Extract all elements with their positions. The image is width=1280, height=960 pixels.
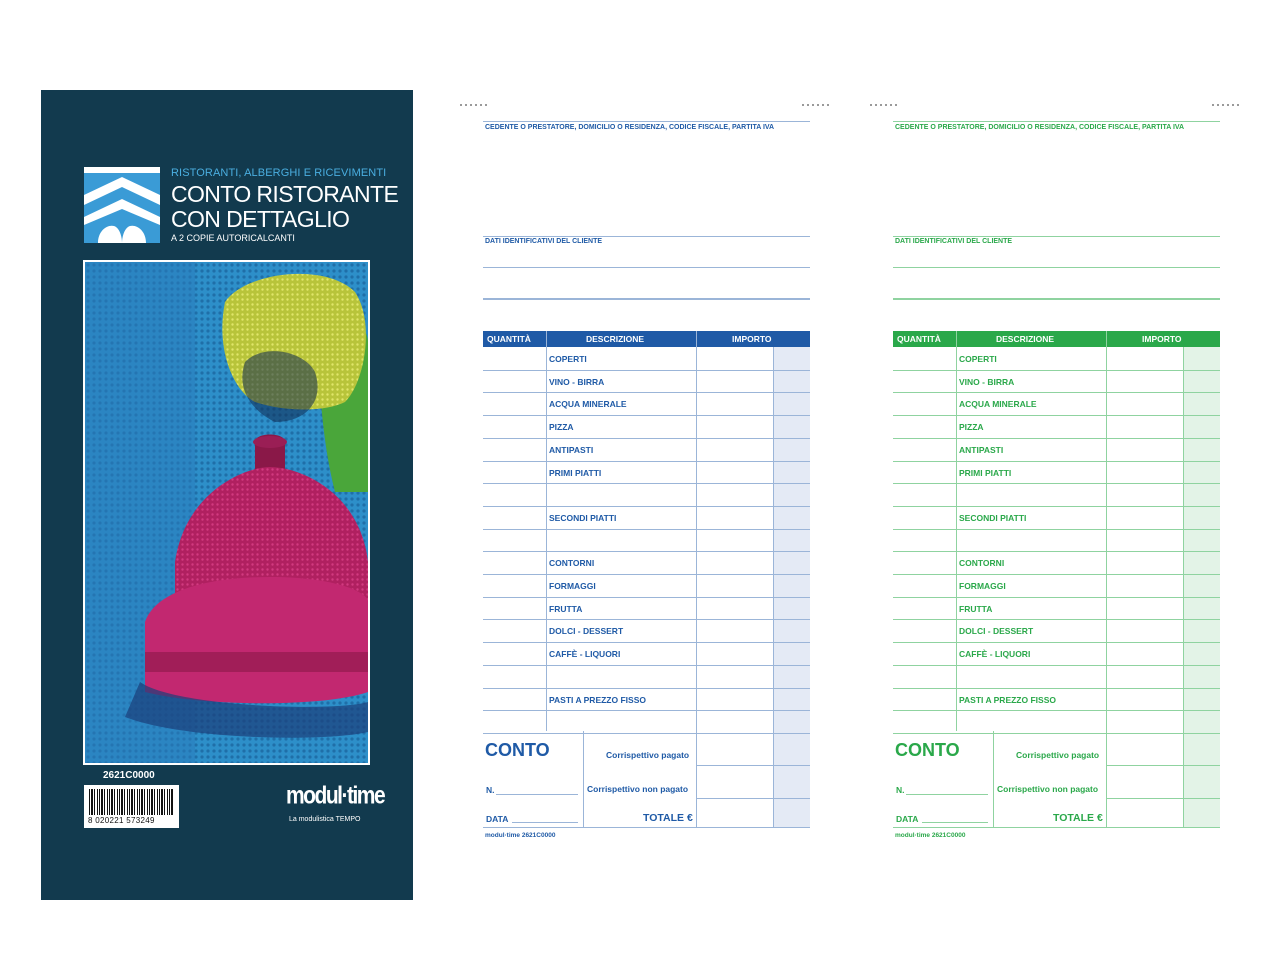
unpaid-line[interactable] bbox=[696, 798, 810, 799]
paid-label: Corrispettivo pagato bbox=[1016, 750, 1100, 760]
barcode-bars bbox=[89, 789, 174, 815]
cover-brand: modul·time bbox=[286, 782, 385, 810]
row-label: ANTIPASTI bbox=[959, 445, 1004, 455]
row-label: FRUTTA bbox=[959, 604, 993, 614]
form-footer: modul·time 2621C0000 bbox=[485, 832, 556, 839]
number-line[interactable] bbox=[906, 794, 988, 795]
client-line[interactable] bbox=[893, 298, 1220, 300]
row-label: CAFFÈ - LIQUORI bbox=[959, 649, 1031, 659]
form-footer: modul·time 2621C0000 bbox=[895, 832, 966, 839]
unpaid-line[interactable] bbox=[1106, 798, 1220, 799]
col-amount: IMPORTO bbox=[1142, 334, 1182, 344]
paid-line[interactable] bbox=[1106, 765, 1220, 766]
table-row-line bbox=[483, 415, 810, 416]
col-divider bbox=[1106, 331, 1107, 827]
table-bottom bbox=[483, 827, 810, 828]
barcode-number: 8 020221 573249 bbox=[88, 816, 155, 825]
table-row-line bbox=[483, 733, 810, 734]
table-row-line bbox=[893, 370, 1220, 371]
receipt-form-original bbox=[460, 100, 810, 850]
perforation-mark bbox=[802, 104, 832, 106]
row-label: FORMAGGI bbox=[549, 581, 596, 591]
unpaid-label: Corrispettivo non pagato bbox=[997, 784, 1099, 794]
amount-column-shade bbox=[1183, 347, 1220, 827]
date-line[interactable] bbox=[922, 822, 988, 823]
row-label: PRIMI PIATTI bbox=[959, 468, 1012, 478]
table-row-line bbox=[893, 461, 1220, 462]
seller-label: CEDENTE O PRESTATORE, DOMICILIO O RESIDENZA, CODICE FISCALE, PARTITA IVA bbox=[485, 124, 775, 131]
row-label: PASTI A PREZZO FISSO bbox=[959, 695, 1056, 705]
row-label: DOLCI - DESSERT bbox=[959, 626, 1034, 636]
col-quantity: QUANTITÀ bbox=[487, 334, 531, 344]
row-label: CONTORNI bbox=[549, 558, 595, 568]
col-divider bbox=[696, 331, 697, 827]
table-row-line bbox=[893, 597, 1220, 598]
row-label: CAFFÈ - LIQUORI bbox=[549, 649, 621, 659]
date-label: DATA bbox=[486, 814, 509, 824]
table-row-line bbox=[893, 506, 1220, 507]
table-row-line bbox=[483, 665, 810, 666]
table-row-line bbox=[483, 688, 810, 689]
table-row-line bbox=[893, 438, 1220, 439]
table-row-line bbox=[483, 529, 810, 530]
client-line[interactable] bbox=[483, 298, 810, 300]
table-row-line bbox=[483, 506, 810, 507]
total-label: TOTALE € bbox=[1053, 812, 1103, 824]
barcode bbox=[84, 785, 179, 828]
row-label: VINO - BIRRA bbox=[549, 377, 605, 387]
row-label: ANTIPASTI bbox=[549, 445, 594, 455]
row-label: PIZZA bbox=[959, 422, 984, 432]
cover-subtitle: A 2 COPIE AUTORICALCANTI bbox=[171, 233, 295, 243]
number-line[interactable] bbox=[496, 794, 578, 795]
row-label: ACQUA MINERALE bbox=[549, 399, 627, 409]
seller-label: CEDENTE O PRESTATORE, DOMICILIO O RESIDENZA, CODICE FISCALE, PARTITA IVA bbox=[895, 124, 1185, 131]
conto-title: CONTO bbox=[485, 740, 550, 760]
table-row-line bbox=[893, 574, 1220, 575]
total-label: TOTALE € bbox=[643, 812, 693, 824]
divider bbox=[893, 236, 1220, 237]
table-row-line bbox=[893, 733, 1220, 734]
table-bottom bbox=[893, 827, 1220, 828]
table-row-line bbox=[483, 710, 810, 711]
table-row-line bbox=[893, 619, 1220, 620]
row-label: CONTORNI bbox=[959, 558, 1005, 568]
table-header bbox=[893, 331, 1220, 347]
row-label: FRUTTA bbox=[549, 604, 583, 614]
table-row-line bbox=[483, 597, 810, 598]
col-divider bbox=[583, 731, 584, 827]
amount-column-shade bbox=[773, 347, 810, 827]
table-row-line bbox=[483, 619, 810, 620]
row-label: PASTI A PREZZO FISSO bbox=[549, 695, 646, 705]
table-row-line bbox=[893, 483, 1220, 484]
date-line[interactable] bbox=[512, 822, 578, 823]
table-header bbox=[483, 331, 810, 347]
table-row-line bbox=[893, 415, 1220, 416]
cover-product-code: 2621C0000 bbox=[103, 770, 155, 781]
table-row-line bbox=[483, 642, 810, 643]
row-label: COPERTI bbox=[959, 354, 997, 364]
col-amount: IMPORTO bbox=[732, 334, 772, 344]
table-row-line bbox=[893, 688, 1220, 689]
col-divider bbox=[956, 331, 957, 731]
row-label: DOLCI - DESSERT bbox=[549, 626, 624, 636]
row-label: SECONDI PIATTI bbox=[549, 513, 617, 523]
client-line[interactable] bbox=[483, 267, 810, 268]
client-label: DATI IDENTIFICATIVI DEL CLIENTE bbox=[485, 238, 603, 245]
unpaid-label: Corrispettivo non pagato bbox=[587, 784, 689, 794]
row-label: VINO - BIRRA bbox=[959, 377, 1015, 387]
product-cover bbox=[41, 90, 413, 900]
table-row-line bbox=[483, 483, 810, 484]
table-row-line bbox=[893, 551, 1220, 552]
col-divider bbox=[773, 347, 774, 827]
paid-label: Corrispettivo pagato bbox=[606, 750, 690, 760]
client-line[interactable] bbox=[893, 267, 1220, 268]
receipt-form-copy bbox=[870, 100, 1220, 850]
table-row-line bbox=[483, 392, 810, 393]
table-row-line bbox=[893, 665, 1220, 666]
table-row-line bbox=[483, 370, 810, 371]
divider bbox=[483, 236, 810, 237]
table-row-line bbox=[893, 642, 1220, 643]
paid-line[interactable] bbox=[696, 765, 810, 766]
number-label: N. bbox=[896, 785, 905, 795]
table-row-line bbox=[483, 551, 810, 552]
row-label: ACQUA MINERALE bbox=[959, 399, 1037, 409]
cover-category: RISTORANTI, ALBERGHI E RICEVIMENTI bbox=[171, 167, 387, 179]
date-label: DATA bbox=[896, 814, 919, 824]
table-row-line bbox=[893, 392, 1220, 393]
number-label: N. bbox=[486, 785, 495, 795]
row-label: SECONDI PIATTI bbox=[959, 513, 1027, 523]
cover-title-line1: CONTO RISTORANTE bbox=[171, 181, 399, 207]
client-label: DATI IDENTIFICATIVI DEL CLIENTE bbox=[895, 238, 1013, 245]
divider bbox=[483, 121, 810, 122]
cover-brand-sub: La modulistica TEMPO bbox=[289, 816, 361, 823]
table-row-line bbox=[483, 574, 810, 575]
cover-title-line2: CON DETTAGLIO bbox=[171, 206, 350, 232]
col-description: DESCRIZIONE bbox=[996, 334, 1055, 344]
table-row-line bbox=[893, 710, 1220, 711]
row-label: PIZZA bbox=[549, 422, 574, 432]
col-quantity: QUANTITÀ bbox=[897, 334, 941, 344]
row-label: PRIMI PIATTI bbox=[549, 468, 602, 478]
col-description: DESCRIZIONE bbox=[586, 334, 645, 344]
col-divider bbox=[546, 331, 547, 731]
divider bbox=[893, 121, 1220, 122]
brand-logo bbox=[84, 167, 160, 243]
row-label: FORMAGGI bbox=[959, 581, 1006, 591]
table-row-line bbox=[483, 461, 810, 462]
table-row-line bbox=[893, 529, 1220, 530]
cover-illustration bbox=[83, 260, 370, 765]
row-label: COPERTI bbox=[549, 354, 587, 364]
perforation-mark bbox=[1212, 104, 1242, 106]
perforation-mark bbox=[870, 104, 900, 106]
conto-title: CONTO bbox=[895, 740, 960, 760]
perforation-mark bbox=[460, 104, 490, 106]
col-divider bbox=[1183, 347, 1184, 827]
table-row-line bbox=[483, 438, 810, 439]
col-divider bbox=[993, 731, 994, 827]
